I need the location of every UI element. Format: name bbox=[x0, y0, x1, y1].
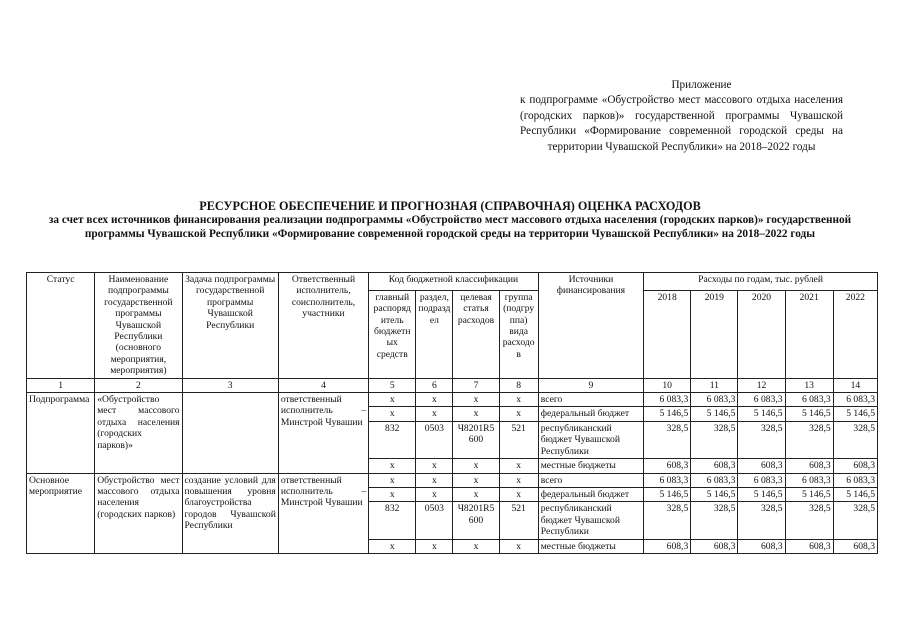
section-cell: x bbox=[416, 539, 453, 553]
header-year-2018: 2018 bbox=[644, 290, 691, 378]
appendix-note bbox=[520, 78, 843, 155]
value-2021: 6 083,3 bbox=[785, 473, 833, 487]
value-2022: 5 146,5 bbox=[833, 407, 877, 421]
value-2018: 5 146,5 bbox=[644, 407, 691, 421]
header-responsible: Ответственный исполнитель, соисполнитель, участники bbox=[278, 273, 368, 379]
table-row bbox=[27, 473, 878, 487]
value-2021: 5 146,5 bbox=[785, 407, 833, 421]
header-row-1 bbox=[27, 273, 878, 291]
header-task: Задача подпрограммы государственной программы Чувашской Республики bbox=[182, 273, 278, 379]
column-number: 9 bbox=[538, 378, 643, 392]
column-number: 11 bbox=[691, 378, 738, 392]
source-cell: всего bbox=[538, 393, 643, 407]
heading-subtitle: за счет всех источников финансирования реализации подпрограммы «Обустройство мест массового отдыха населения (городских парков)» государственной программы Чувашской Республики «Формирование современной городской среды на территории Чувашской Республики» на 2018–2022 годы bbox=[48, 214, 852, 240]
value-2018: 6 083,3 bbox=[644, 393, 691, 407]
grbs-cell: x bbox=[369, 487, 416, 501]
header-grbs: главный распорядитель бюджетных средств bbox=[369, 290, 416, 378]
value-2018: 328,5 bbox=[644, 421, 691, 458]
value-2020: 5 146,5 bbox=[738, 487, 785, 501]
grbs-cell: x bbox=[369, 539, 416, 553]
grbs-cell: x bbox=[369, 393, 416, 407]
value-2019: 6 083,3 bbox=[691, 393, 738, 407]
header-year-2019: 2019 bbox=[691, 290, 738, 378]
heading-title: РЕСУРСНОЕ ОБЕСПЕЧЕНИЕ И ПРОГНОЗНАЯ (СПРАВОЧНАЯ) ОЦЕНКА РАСХОДОВ bbox=[199, 199, 701, 213]
value-2022: 5 146,5 bbox=[833, 487, 877, 501]
value-2020: 6 083,3 bbox=[738, 393, 785, 407]
responsible-cell: ответственный исполнитель – Минстрой Чувашии bbox=[278, 393, 368, 473]
article-cell: x bbox=[453, 393, 499, 407]
header-year-2020: 2020 bbox=[738, 290, 785, 378]
value-2021: 6 083,3 bbox=[785, 393, 833, 407]
source-cell: республиканский бюджет Чувашской Республики bbox=[538, 421, 643, 458]
table-row bbox=[27, 393, 878, 407]
value-2020: 5 146,5 bbox=[738, 407, 785, 421]
section-cell: 0503 bbox=[416, 502, 453, 539]
task-cell bbox=[182, 393, 278, 473]
group-cell: x bbox=[499, 539, 538, 553]
value-2019: 328,5 bbox=[691, 421, 738, 458]
value-2021: 5 146,5 bbox=[785, 487, 833, 501]
value-2020: 608,3 bbox=[738, 539, 785, 553]
section-cell: x bbox=[416, 407, 453, 421]
value-2021: 328,5 bbox=[785, 421, 833, 458]
value-2018: 6 083,3 bbox=[644, 473, 691, 487]
column-number: 12 bbox=[738, 378, 785, 392]
article-cell: x bbox=[453, 407, 499, 421]
header-budget-code: Код бюджетной классификации bbox=[369, 273, 539, 291]
source-cell: местные бюджеты bbox=[538, 539, 643, 553]
header-section: раздел, подраздел bbox=[416, 290, 453, 378]
group-cell: x bbox=[499, 473, 538, 487]
group-cell: 521 bbox=[499, 421, 538, 458]
status-cell: Основное мероприятие bbox=[27, 473, 95, 553]
column-number: 13 bbox=[785, 378, 833, 392]
value-2022: 6 083,3 bbox=[833, 473, 877, 487]
column-number: 2 bbox=[95, 378, 182, 392]
grbs-cell: x bbox=[369, 407, 416, 421]
grbs-cell: 832 bbox=[369, 502, 416, 539]
value-2022: 328,5 bbox=[833, 421, 877, 458]
value-2019: 608,3 bbox=[691, 539, 738, 553]
group-cell: x bbox=[499, 459, 538, 473]
value-2022: 328,5 bbox=[833, 502, 877, 539]
header-group: группа (подгруппа) вида расходов bbox=[499, 290, 538, 378]
column-number: 8 bbox=[499, 378, 538, 392]
section-cell: x bbox=[416, 459, 453, 473]
column-number: 3 bbox=[182, 378, 278, 392]
appendix-title: Приложение bbox=[671, 79, 732, 91]
group-cell: x bbox=[499, 407, 538, 421]
resource-table bbox=[26, 272, 878, 554]
header-article: целевая статья расходов bbox=[453, 290, 499, 378]
value-2020: 328,5 bbox=[738, 421, 785, 458]
appendix-text: к подпрограмме «Обустройство мест массового отдыха населения (городских парков)» государственной программы Чувашской Республики «Формирование современной городской среды на территории Чувашской Республики» на 2018–2022 годы bbox=[520, 94, 843, 153]
value-2020: 328,5 bbox=[738, 502, 785, 539]
source-cell: всего bbox=[538, 473, 643, 487]
group-cell: 521 bbox=[499, 502, 538, 539]
section-cell: x bbox=[416, 393, 453, 407]
article-cell: Ч8201R5600 bbox=[453, 421, 499, 458]
value-2019: 5 146,5 bbox=[691, 407, 738, 421]
value-2022: 608,3 bbox=[833, 539, 877, 553]
group-cell: x bbox=[499, 393, 538, 407]
numbering-row bbox=[27, 378, 878, 392]
source-cell: федеральный бюджет bbox=[538, 487, 643, 501]
value-2019: 328,5 bbox=[691, 502, 738, 539]
column-number: 14 bbox=[833, 378, 877, 392]
group-cell: x bbox=[499, 487, 538, 501]
column-number: 5 bbox=[369, 378, 416, 392]
name-cell: Обустройство мест массового отдыха населения (городских парков) bbox=[95, 473, 182, 553]
source-cell: местные бюджеты bbox=[538, 459, 643, 473]
article-cell: Ч8201R5600 bbox=[453, 502, 499, 539]
responsible-cell: ответственный исполнитель – Минстрой Чувашии bbox=[278, 473, 368, 553]
value-2022: 608,3 bbox=[833, 459, 877, 473]
header-name: Наименование подпрограммы государственной программы Чувашской Республики (основного мероприятия, мероприятия) bbox=[95, 273, 182, 379]
header-sources: Источники финансирования bbox=[538, 273, 643, 379]
grbs-cell: 832 bbox=[369, 421, 416, 458]
column-number: 4 bbox=[278, 378, 368, 392]
grbs-cell: x bbox=[369, 473, 416, 487]
column-number: 6 bbox=[416, 378, 453, 392]
column-number: 7 bbox=[453, 378, 499, 392]
value-2021: 608,3 bbox=[785, 459, 833, 473]
value-2020: 608,3 bbox=[738, 459, 785, 473]
value-2018: 608,3 bbox=[644, 459, 691, 473]
section-cell: 0503 bbox=[416, 421, 453, 458]
value-2018: 328,5 bbox=[644, 502, 691, 539]
value-2018: 5 146,5 bbox=[644, 487, 691, 501]
article-cell: x bbox=[453, 459, 499, 473]
value-2022: 6 083,3 bbox=[833, 393, 877, 407]
header-year-2022: 2022 bbox=[833, 290, 877, 378]
task-cell: создание условий для повышения уровня благоустройства городов Чувашской Республики bbox=[182, 473, 278, 553]
value-2019: 5 146,5 bbox=[691, 487, 738, 501]
value-2018: 608,3 bbox=[644, 539, 691, 553]
status-cell: Подпрограмма bbox=[27, 393, 95, 473]
source-cell: республиканский бюджет Чувашской Республики bbox=[538, 502, 643, 539]
article-cell: x bbox=[453, 473, 499, 487]
header-status: Статус bbox=[27, 273, 95, 379]
article-cell: x bbox=[453, 539, 499, 553]
name-cell: «Обустройство мест массового отдыха населения (городских парков)» bbox=[95, 393, 182, 473]
article-cell: x bbox=[453, 487, 499, 501]
column-number: 1 bbox=[27, 378, 95, 392]
source-cell: федеральный бюджет bbox=[538, 407, 643, 421]
value-2020: 6 083,3 bbox=[738, 473, 785, 487]
value-2021: 608,3 bbox=[785, 539, 833, 553]
column-number: 10 bbox=[644, 378, 691, 392]
value-2019: 608,3 bbox=[691, 459, 738, 473]
header-expenses: Расходы по годам, тыс. рублей bbox=[644, 273, 878, 291]
section-cell: x bbox=[416, 473, 453, 487]
document-heading bbox=[40, 200, 860, 241]
value-2019: 6 083,3 bbox=[691, 473, 738, 487]
value-2021: 328,5 bbox=[785, 502, 833, 539]
header-year-2021: 2021 bbox=[785, 290, 833, 378]
section-cell: x bbox=[416, 487, 453, 501]
grbs-cell: x bbox=[369, 459, 416, 473]
